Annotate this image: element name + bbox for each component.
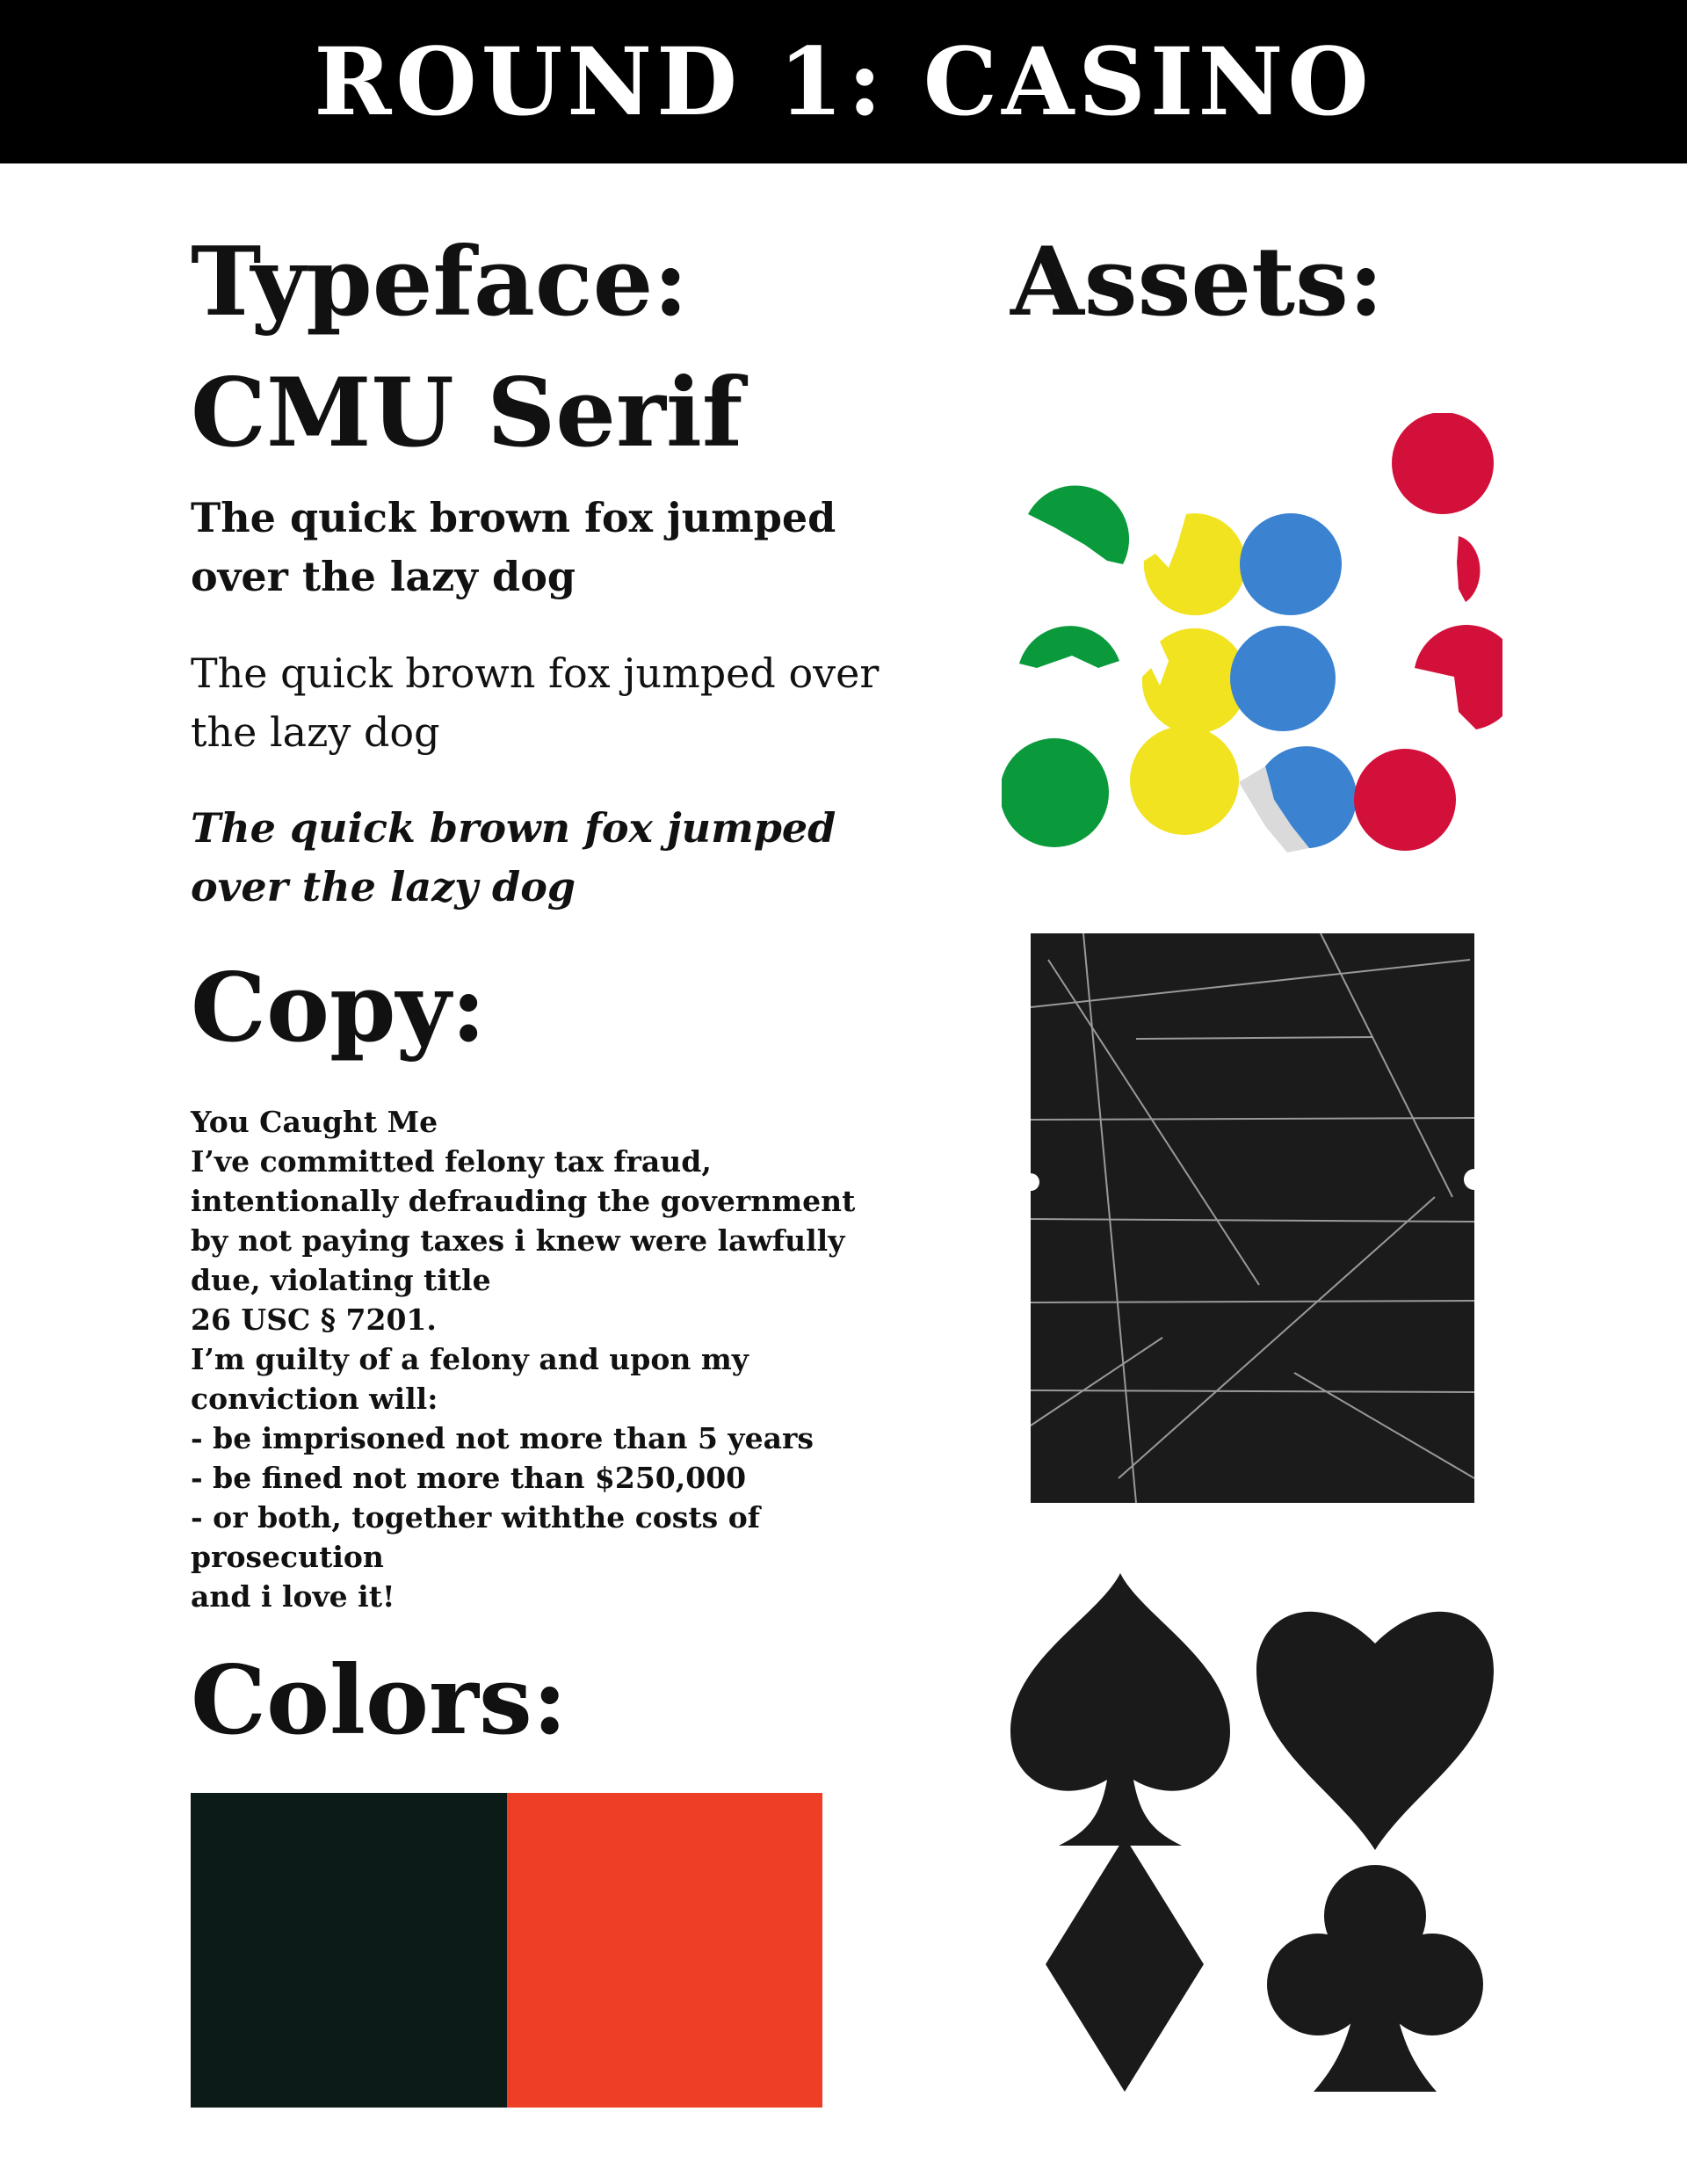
sticker-dot — [1457, 536, 1480, 602]
sticker-dot — [1392, 413, 1494, 514]
color-swatches — [191, 1793, 822, 2108]
copy-line: - or both, together withthe costs of — [191, 1500, 760, 1535]
copy-line: due, violating title — [191, 1263, 491, 1297]
copy-line: 26 USC § 7201. — [191, 1302, 437, 1337]
typeface-heading: Typeface: — [191, 227, 689, 337]
copy-line: intentionally defrauding the government — [191, 1184, 856, 1218]
card-suits-image — [1002, 1564, 1511, 2127]
sticker-dot — [1415, 625, 1502, 729]
copy-text — [191, 1102, 894, 1616]
copy-heading: Copy: — [191, 953, 487, 1063]
copy-line: You Caught Me — [191, 1105, 438, 1139]
copy-line: - be fined not more than $250,000 — [191, 1461, 747, 1495]
heart-icon — [1256, 1612, 1494, 1850]
sticker-dot — [1002, 738, 1109, 847]
colors-heading: Colors: — [191, 1645, 568, 1756]
sticker-dot — [1354, 749, 1456, 851]
sticker-dot — [1144, 513, 1246, 615]
copy-line: I’m guilty of a felony and upon my — [191, 1342, 749, 1376]
sticker-dot — [1019, 626, 1119, 668]
copy-line: I’ve committed felony tax fraud, — [191, 1144, 712, 1179]
sticker-dot — [1240, 513, 1342, 615]
assets-heading: Assets: — [1010, 227, 1384, 337]
copy-line: - be imprisoned not more than 5 years — [191, 1421, 814, 1455]
copy-line: by not paying taxes i knew were lawfully — [191, 1223, 845, 1258]
copy-line: conviction will: — [191, 1382, 438, 1416]
diamond-icon — [1046, 1837, 1204, 2092]
crumpled-black-paper-texture — [1031, 933, 1474, 1503]
typeface-name: CMU Serif — [191, 358, 743, 468]
sticker-dot — [1230, 626, 1336, 731]
copy-line: and i love it! — [191, 1579, 395, 1614]
spade-icon — [1010, 1573, 1230, 1846]
page-title: ROUND 1: CASINO — [314, 26, 1373, 136]
sticker-dot — [1028, 485, 1129, 564]
sticker-dots-image — [1002, 413, 1502, 870]
sample-regular: The quick brown fox jumped over the lazy dog — [191, 649, 880, 756]
color-swatch-dark — [191, 1793, 507, 2108]
sticker-dot — [1130, 726, 1239, 835]
title-banner — [0, 0, 1687, 163]
color-swatch-orange — [507, 1793, 823, 2108]
club-icon — [1267, 1865, 1483, 2092]
copy-line: prosecution — [191, 1540, 384, 1574]
sample-bold-italic: The quick brown fox jumped over the lazy dog — [191, 804, 836, 911]
sample-bold: The quick brown fox jumped over the lazy dog — [191, 494, 836, 600]
